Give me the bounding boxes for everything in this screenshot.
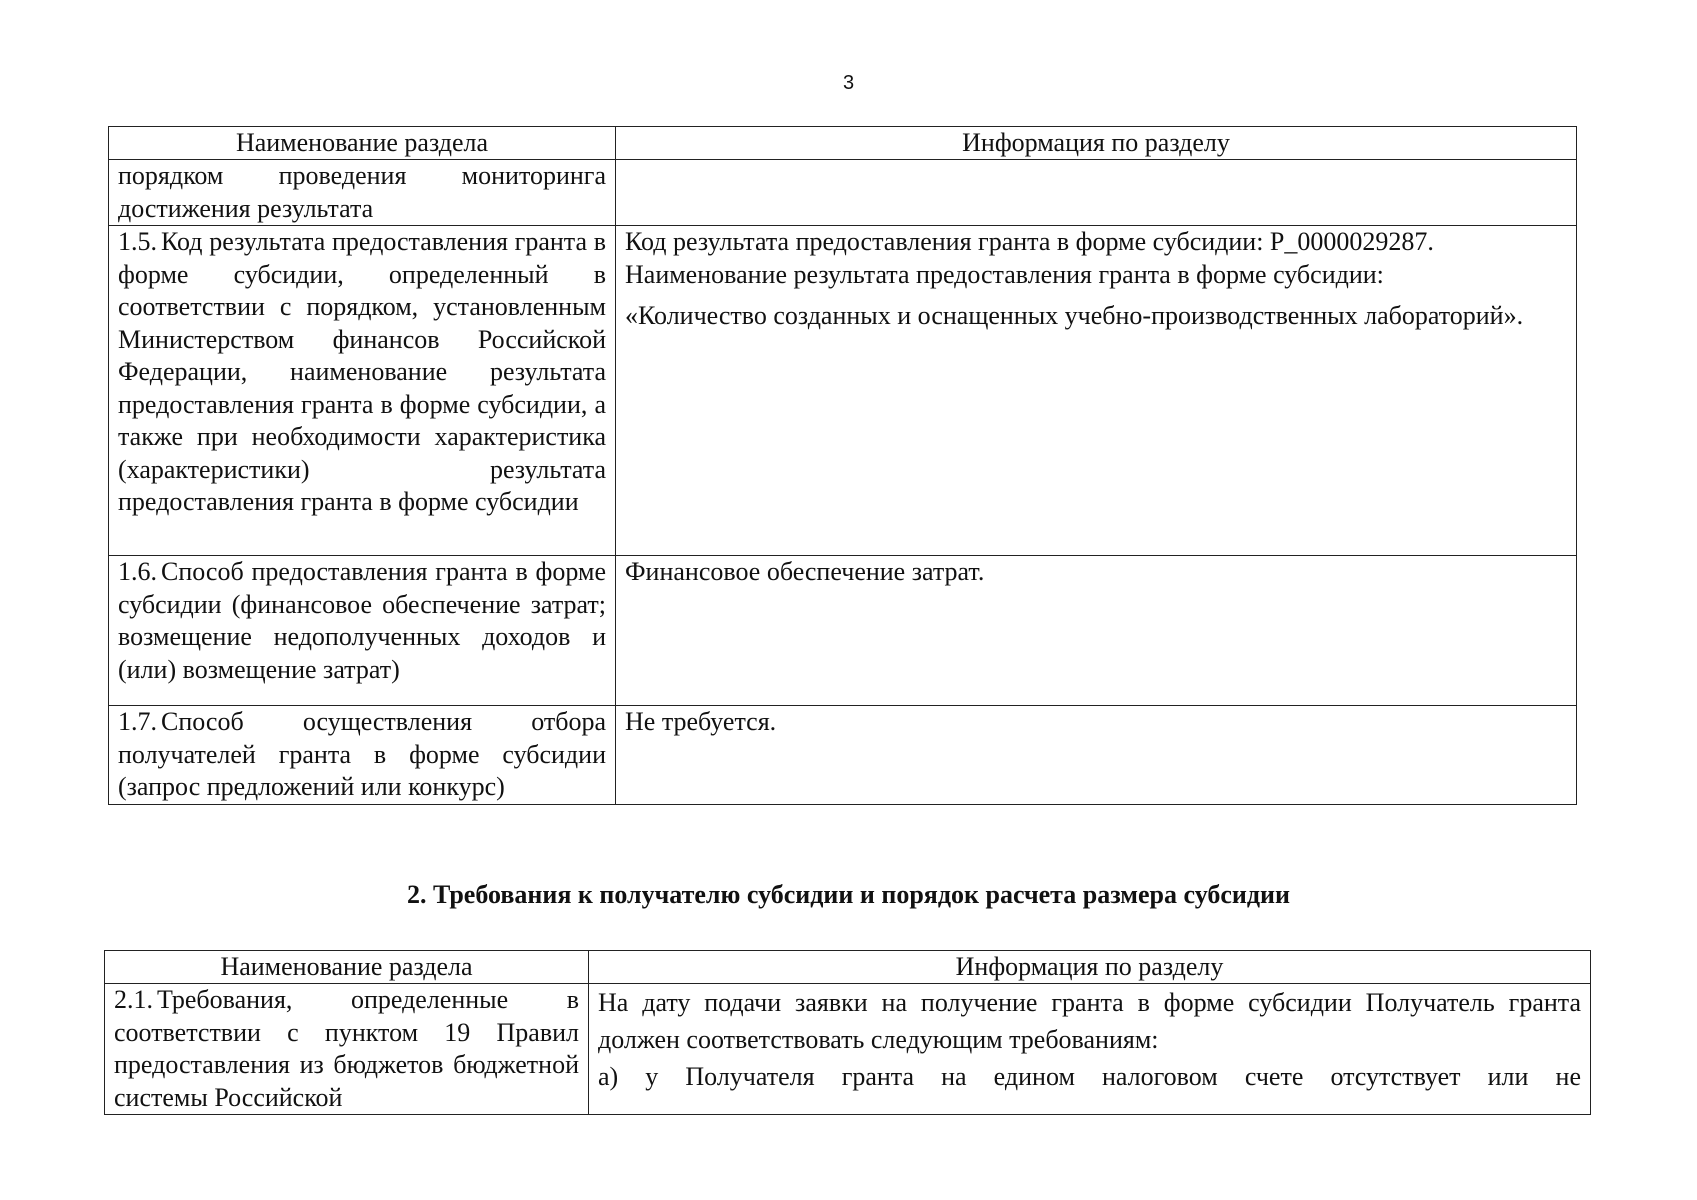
table-header-row — [109, 127, 1577, 160]
table-header-row — [105, 951, 1591, 984]
table-row — [105, 984, 1591, 1115]
table-row — [109, 226, 1577, 556]
row-1-7-info: Не требуется. — [616, 706, 1577, 805]
row-number: 1.7. — [118, 707, 157, 736]
row-1-5-name: 1.5. Код результата предоставления гранта в форме субсидии, определенный в соответствии с порядком, установленным Министерством финансов Российской Федерации, наименование результата предоставления гранта в форме субсидии, а также при необходимости характеристика (характеристики) результата предоставления гранта в форме субсидии — [109, 226, 616, 556]
row-1-6-info: Финансовое обеспечение затрат. — [616, 556, 1577, 706]
section-2-heading: 2. Требования к получателю субсидии и порядок расчета размера субсидии — [406, 880, 1290, 909]
result-code-text: Код результата предоставления гранта в форме субсидии: P_0000029287. — [625, 227, 1434, 256]
column-header-section-name: Наименование раздела — [105, 951, 589, 984]
row-continuation-info — [616, 160, 1577, 226]
column-header-section-name: Наименование раздела — [109, 127, 616, 160]
table-row — [109, 706, 1577, 805]
row-2-1-name: 2.1. Требования, определенные в соответствии с пунктом 19 Правил предоставления из бюджетов бюджетной системы Российской — [105, 984, 589, 1115]
table-row — [109, 160, 1577, 226]
column-header-section-info: Информация по разделу — [589, 951, 1591, 984]
table-row — [109, 556, 1577, 706]
section1-table — [108, 126, 1577, 805]
result-name-value: «Количество созданных и оснащенных учебно-производственных лабораторий». — [625, 301, 1524, 330]
row-number: 2.1. — [114, 985, 153, 1014]
row-1-7-name: 1.7. Способ осуществления отбора получателей гранта в форме субсидии (запрос предложений или конкурс) — [109, 706, 616, 805]
column-header-section-info: Информация по разделу — [616, 127, 1577, 160]
result-name-label: Наименование результата предоставления гранта в форме субсидии: — [625, 259, 1384, 289]
requirement-a: а) у Получателя гранта на едином налоговом счете отсутствует или не — [598, 1062, 1581, 1091]
row-number: 1.6. — [118, 557, 157, 586]
row-1-5-info — [616, 226, 1577, 556]
section2-table — [104, 950, 1591, 1115]
requirements-intro: На дату подачи заявки на получение гранта в форме субсидии Получатель гранта должен соответствовать следующим требованиям: — [598, 988, 1581, 1054]
row-continuation-name: порядком проведения мониторинга достижения результата — [109, 160, 616, 226]
page-number: 3 — [842, 72, 855, 94]
row-2-1-info — [589, 984, 1591, 1115]
row-1-6-name: 1.6. Способ предоставления гранта в форме субсидии (финансовое обеспечение затрат; возмещение недополученных доходов и (или) возмещение затрат) — [109, 556, 616, 706]
row-number: 1.5. — [118, 227, 157, 256]
